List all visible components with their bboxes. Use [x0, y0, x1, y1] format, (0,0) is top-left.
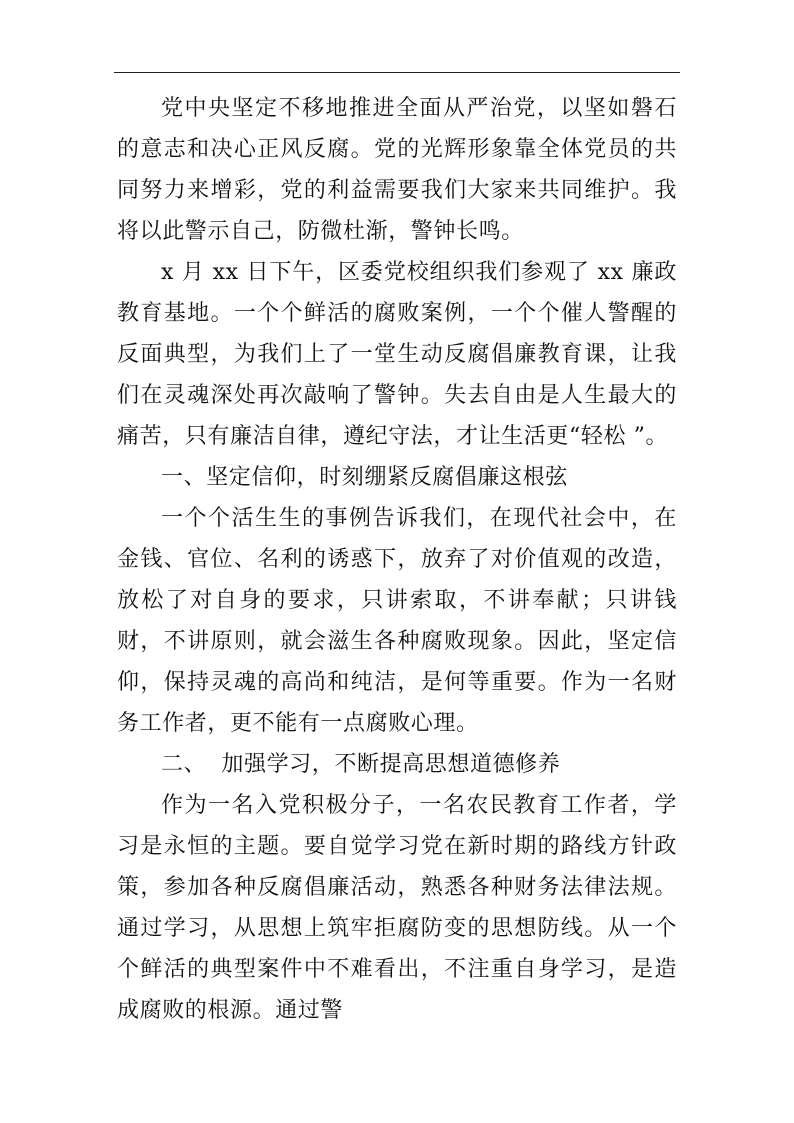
- section-body-2: 作为一名入党积极分子，一名农民教育工作者，学习是永恒的主题。要自觉学习党在新时期的路线方针政策，参加各种反腐倡廉活动，熟悉各种财务法律法规。通过学习，从思想上筑牢拒腐防变的思想防线。从一个个鲜活的典型案件中不难看出，不注重自身学习，是造成腐败的根源。通过警: [117, 793, 677, 1023]
- document-body: [117, 88, 677, 1031]
- header-rule: [114, 72, 680, 73]
- section-heading-2: 二、 加强学习，不断提高思想道德修养: [161, 752, 561, 777]
- paragraph-visit: x 月 xx 日下午，区委党校组织我们参观了 xx 廉政教育基地。一个个鲜活的腐败案例，一个个催人警醒的反面典型，为我们上了一堂生动反腐倡廉教育课，让我们在灵魂深处再次敲响了警钟。失去自由是人生最大的痛苦，只有廉洁自律，遵纪守法，才让生活更“轻松 ”。: [117, 260, 677, 449]
- paragraph-intro: 党中央坚定不移地推进全面从严治党，以坚如磐石的意志和决心正风反腐。党的光辉形象靠全体党员的共同努力来增彩，党的利益需要我们大家来共同维护。我将以此警示自己，防微杜渐，警钟长鸣。: [117, 96, 677, 244]
- section-body-1: 一个个活生生的事例告诉我们，在现代社会中，在金钱、官位、名利的诱惑下，放弃了对价值观的改造，放松了对自身的要求，只讲索取，不讲奉献；只讲钱财，不讲原则，就会滋生各种腐败现象。因此，坚定信仰，保持灵魂的高尚和纯洁，是何等重要。作为一名财务工作者，更不能有一点腐败心理。: [117, 506, 677, 736]
- section-heading-1: 一、坚定信仰，时刻绷紧反腐倡廉这根弦: [161, 465, 568, 490]
